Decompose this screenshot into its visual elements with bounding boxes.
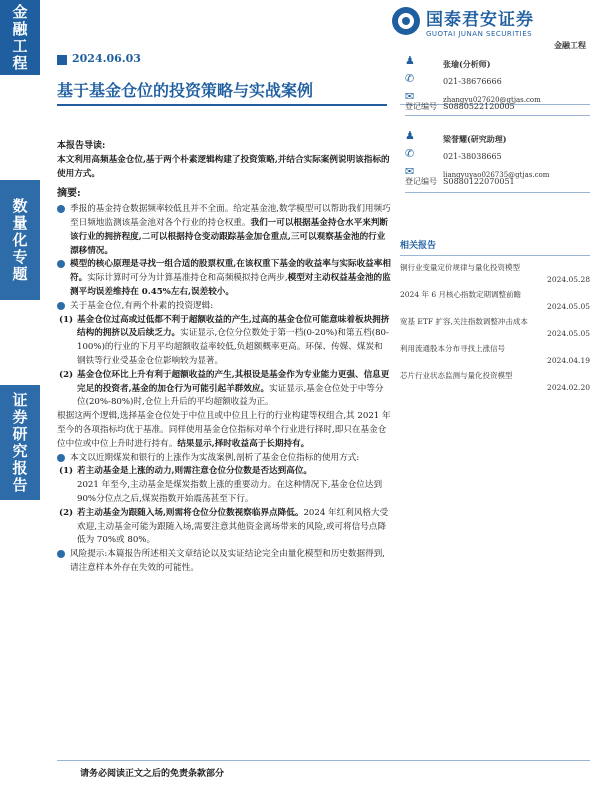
related-reports: [400, 238, 590, 397]
analyst-phone: 021-38676666: [443, 77, 502, 86]
related-title: 相关报告: [400, 238, 590, 256]
company-logo: [392, 6, 592, 36]
related-item[interactable]: 2024 年 6 月核心指数定期调整前瞻 2024.05.05: [400, 290, 590, 311]
analyst-divider: [405, 192, 590, 193]
person-icon: ♟: [405, 54, 415, 67]
header-category: 金融工程: [554, 40, 586, 50]
logo-mark-icon: [392, 7, 420, 35]
analyst-card-1: [405, 55, 590, 115]
numbered-point: (1) 若主动基金是上涨的动力,则需注意仓位分位数是否达到高位。 2021 年至今,主动基金是煤炭指数上涨的重要动力。在这种情况下,基金仓位达到 90%分位点之后,煤炭指数开始震荡甚至下行。: [59, 466, 383, 504]
numbered-point: (2) 基金仓位环比上升有利于超额收益的产生,其根设是基金作为专业能力更强、信息更完足的投资者,基金的加仓行为可能引起羊群效应。实证显示,基金仓位处于中等分位(20%-80%)时,仓位上升后的平均超额收益为正。: [59, 369, 390, 408]
date-marker: [57, 55, 67, 65]
paragraph: 根据这两个逻辑,选择基金仓位处于中位且或中位且上行的行业构建等权组合,其 2021 年至今的各项指标均优于基准。同样使用基金仓位指标对单个行业进行择时,即只在基金仓位中位或中位上升时进行持有。结果显示,择时收益高于长期持有。: [57, 411, 391, 449]
disclaimer-footer: 请务必阅读正文之后的免责条款部分: [80, 769, 225, 779]
guide-text: 本文利用高频基金仓位,基于两个朴素逻辑构建了投资策略,并结合实际案例说明该指标的使用方式。: [57, 154, 390, 179]
guide-title: 本报告导读:: [57, 141, 106, 151]
analyst-email[interactable]: zhangyu027620@gtjas.com: [443, 96, 541, 104]
abstract-bullet: 本文以近期煤炭和银行的上涨作为实战案例,剖析了基金仓位指标的使用方式:: [57, 452, 391, 466]
analyst-email[interactable]: liangyuyao026735@gtjas.com: [443, 171, 550, 179]
sidebar-category: 金融工程: [0, 0, 40, 75]
title-divider: [57, 104, 387, 106]
analyst-card-2: [405, 130, 590, 190]
analyst-registration: 登记编号 S0880122070051: [405, 177, 515, 186]
sidebar-topic: 数量化专题: [0, 180, 40, 300]
left-sidebar: [0, 0, 40, 800]
analyst-name: 梁誉耀(研究助理): [443, 134, 507, 144]
abstract-bullet: 模型的核心原理是寻找一组合适的股票权重,在该权重下基金的收益率与实际收益率相符。实际计算时可分为计算基准持仓和高频模拟持仓两步,模型对主动权益基金池的监测平均误差维持在 0.45%左右,误差较小。: [57, 258, 391, 299]
analyst-phone: 021-38038665: [443, 152, 502, 161]
analyst-name: 张瑜(分析师): [443, 59, 491, 69]
analyst-registration: 登记编号 S0880522120005: [405, 102, 515, 111]
analyst-divider: [405, 115, 590, 116]
abstract-bullet: 季报的基金持仓数据频率较低且并不全面。给定基金池,数学模型可以帮助我们用频巧至日频地监测该基金池对各个行业的持仓权重。我们一可以根据基金持仓水平来判断该行业的拥挤程度,二可以根据持仓变动跟踪基金加仓重点,三可以观察基金池的行业漂移情况。: [57, 203, 391, 258]
email-icon: ✉: [405, 165, 415, 178]
related-item[interactable]: 宽基 ETF 扩容,关注指数调整冲击成本 2024.05.05: [400, 317, 590, 338]
phone-icon: ✆: [405, 147, 415, 160]
related-item[interactable]: 芯片行业状态监测与量化投资模型 2024.02.20: [400, 371, 590, 392]
logo-chinese: 国泰君安证券: [426, 9, 534, 30]
email-icon: ✉: [405, 90, 415, 103]
sidebar-report-type: 证券研究报告: [0, 385, 40, 500]
phone-icon: ✆: [405, 72, 415, 85]
numbered-point: (2) 若主动基金为跟随入场,则需将仓位分位数视察临界点降低。2024 年红利风格大受欢迎,主动基金可能为跟随入场,需要注意其他资金离场带来的风险,或可将信号点降低为 70%或 80%。: [59, 507, 389, 546]
related-item[interactable]: 铜行业变量定价规律与量化投资模型 2024.05.28: [400, 263, 590, 284]
risk-warning: 风险提示:本篇报告所述相关文章结论以及实证结论完全由量化模型和历史数据得到,请注意样本外存在失效的可能性。: [57, 548, 391, 576]
related-item[interactable]: 利用流通股本分布寻找上涨信号 2024.04.19: [400, 344, 590, 365]
person-icon: ♟: [405, 129, 415, 142]
logo-english: GUOTAI JUNAN SECURITIES: [426, 29, 533, 38]
numbered-point: (1) 基金仓位过高或过低都不利于超额收益的产生,过高的基金仓位可能意味着板块拥挤结构的拥挤以及后续乏力。实证显示,仓位分位数处于第一档(0-20%)和第五档(80-100%)的行业的下月平均超额收益率较低,负超额概率更高。环保、传媒、煤炭和钢铁等行业受基金仓位影响较为显著。: [59, 314, 390, 366]
abstract-bullet: 关于基金仓位,有两个朴素的投资逻辑:: [57, 300, 391, 314]
report-date: 2024.06.03: [72, 52, 141, 65]
footer-divider: [57, 760, 590, 761]
report-body: [57, 140, 391, 576]
abstract-title: 摘要:: [57, 188, 81, 200]
report-title: 基于基金仓位的投资策略与实战案例: [57, 81, 314, 100]
